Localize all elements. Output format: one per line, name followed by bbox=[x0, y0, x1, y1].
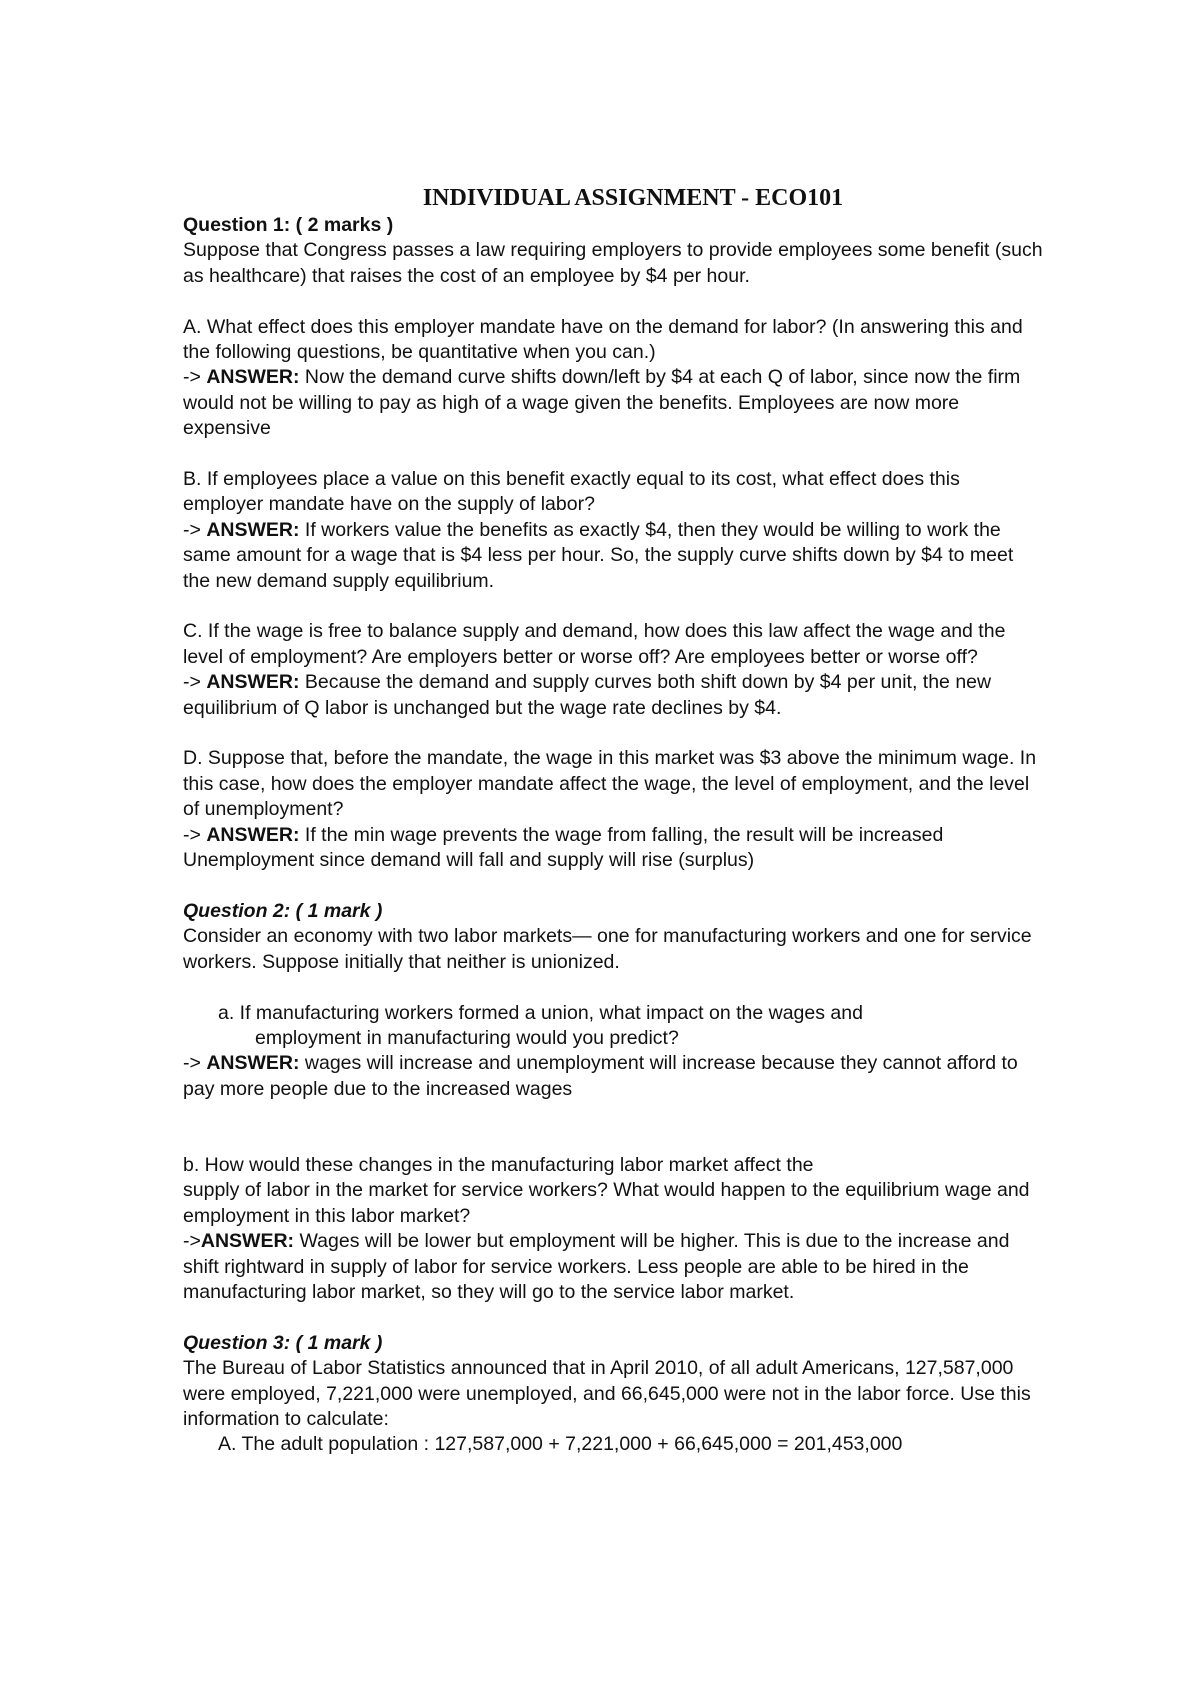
question-3a-line: A. The adult population : 127,587,000 + 7,221,000 + 66,645,000 = 201,453,000 bbox=[218, 1433, 903, 1456]
answer-label: ANSWER: bbox=[206, 823, 300, 846]
question-1b-text: B. If employees place a value on this benefit exactly equal to its cost, what effect does this employer mandate have on the supply of labor? bbox=[183, 468, 960, 516]
question-1-prompt: Suppose that Congress passes a law requiring employers to provide employees some benefit (such as healthcare) that raises the cost of an employee by $4 per hour. bbox=[183, 239, 1043, 287]
question-2b-answer: ->ANSWER: Wages will be lower but employment will be higher. This is due to the increase and shift rightward in supply of labor for service workers. Less people are able to be hired in the manufacturing labor market, so they will go to the service labor market. bbox=[183, 1230, 1010, 1303]
question-2-heading: Question 2: ( 1 mark ) bbox=[183, 899, 383, 922]
assignment-title: INDIVIDUAL ASSIGNMENT - ECO101 bbox=[422, 185, 844, 211]
question-2b-text-line1: b. How would these changes in the manufacturing labor market affect the bbox=[183, 1153, 814, 1176]
answer-label: ANSWER: bbox=[200, 1230, 295, 1253]
question-2a-text-line1: a. If manufacturing workers formed a union, what impact on the wages and bbox=[218, 1001, 863, 1024]
question-1a-answer: -> ANSWER: Now the demand curve shifts down/left by $4 at each Q of labor, since now the firm would not be willing to pay as high of a wage given the benefits. Employees are now more expensive bbox=[183, 366, 1021, 440]
question-2-prompt: Consider an economy with two labor markets— one for manufacturing workers and one for service workers. Suppose initially that neither is unionized. bbox=[183, 925, 1032, 973]
question-1c-text: C. If the wage is free to balance supply and demand, how does this law affect the wage and the level of employment? Are employers better or worse off? Are employees better or worse off? bbox=[183, 620, 1006, 668]
question-1c-answer: -> ANSWER: Because the demand and supply curves both shift down by $4 per unit, the new equilibrium of Q labor is unchanged but the wage rate declines by $4. bbox=[183, 671, 992, 719]
answer-label: ANSWER: bbox=[206, 671, 300, 694]
answer-label: ANSWER: bbox=[206, 366, 300, 389]
question-3-heading: Question 3: ( 1 mark ) bbox=[183, 1331, 383, 1354]
question-1a-text: A. What effect does this employer mandate have on the demand for labor? (In answering this and the following questions, be quantitative when you can.) bbox=[183, 315, 1023, 364]
question-3-prompt: The Bureau of Labor Statistics announced that in April 2010, of all adult Americans, 127,587,000 were employed, 7,221,000 were unemployed, and 66,645,000 were not in the labor force. Use this information to calculate: bbox=[183, 1357, 1031, 1430]
answer-label: ANSWER: bbox=[206, 1052, 300, 1075]
question-1d-text: D. Suppose that, before the mandate, the wage in this market was $3 above the minimum wage. In this case, how does the employer mandate affect the wage, the level of employment, and the level of unemployment? bbox=[183, 747, 1037, 821]
question-2a-text-line2: employment in manufacturing would you predict? bbox=[255, 1026, 679, 1049]
question-1b-answer: -> ANSWER: If workers value the benefits as exactly $4, then they would be willing to work the same amount for a wage that is $4 less per hour. So, the supply curve shifts down by $4 to meet the new demand supply equilibrium. bbox=[183, 518, 1014, 592]
question-2b-text-rest: supply of labor in the market for service workers? What would happen to the equilibrium wage and employment in this labor market? bbox=[183, 1179, 1030, 1227]
document-content bbox=[183, 183, 1043, 1458]
question-1-heading: Question 1: ( 2 marks ) bbox=[183, 214, 394, 236]
answer-label: ANSWER: bbox=[206, 518, 300, 541]
question-2a-answer: -> ANSWER: wages will increase and unemployment will increase because they cannot afford to pay more people due to the increased wages bbox=[183, 1052, 1018, 1100]
question-1d-answer: -> ANSWER: If the min wage prevents the wage from falling, the result will be increased Unemployment since demand will fall and supply will rise (surplus) bbox=[183, 823, 944, 872]
